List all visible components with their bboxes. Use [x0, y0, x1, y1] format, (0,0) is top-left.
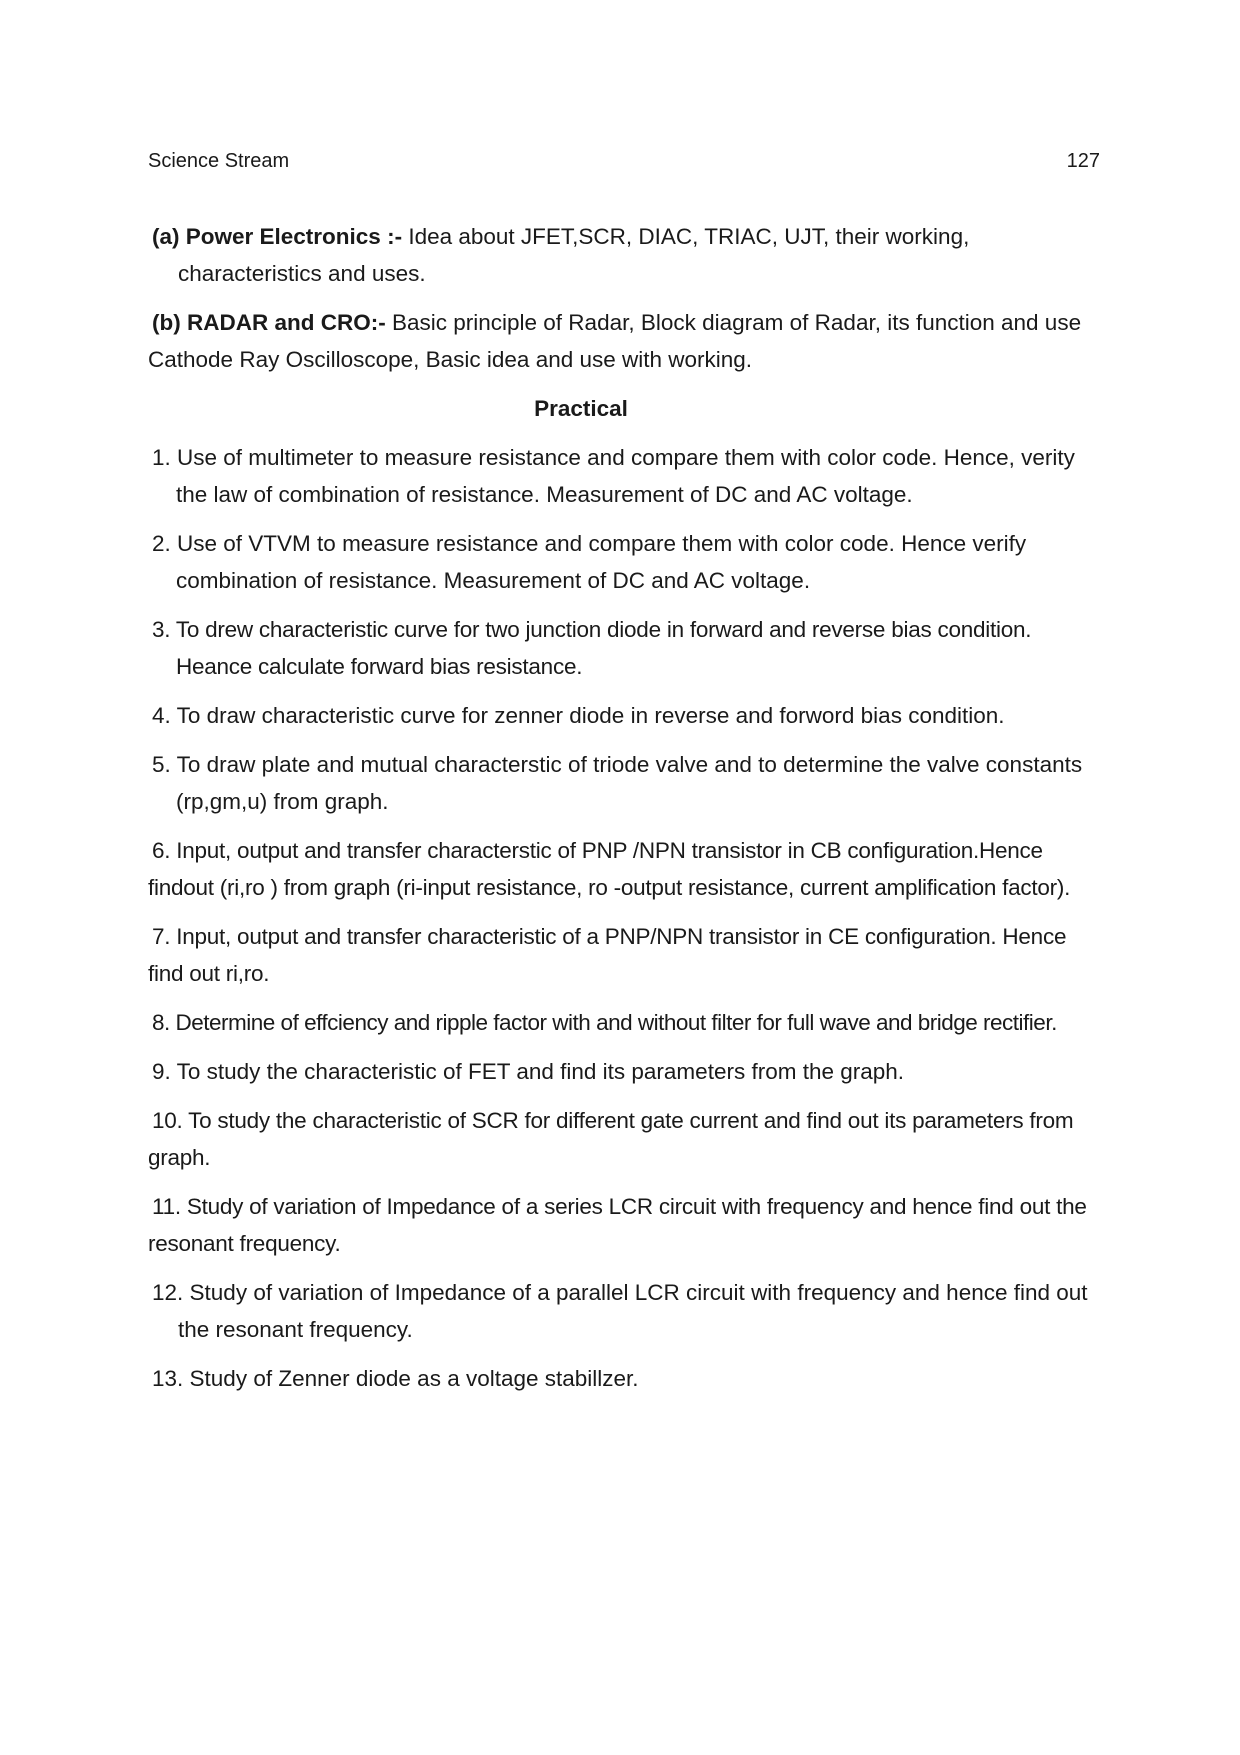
section-b — [148, 304, 1100, 378]
page-content — [148, 218, 1100, 1409]
page-number: 127 — [1066, 150, 1100, 172]
practical-item-1: 1. Use of multimeter to measure resistance and compare them with color code. Hence, verity the law of combination of resistance. Measurement of DC and AC voltage. — [152, 445, 1075, 507]
section-a-heading: (a) Power Electronics :- — [152, 224, 403, 249]
practical-item-11: 11. Study of variation of Impedance of a series LCR circuit with frequency and hence find out the resonant frequency. — [148, 1194, 1087, 1256]
practical-item-13: 13. Study of Zenner diode as a voltage stabillzer. — [152, 1366, 639, 1391]
practical-item-12: 12. Study of variation of Impedance of a parallel LCR circuit with frequency and hence find out the resonant frequency. — [152, 1280, 1088, 1342]
page-header — [148, 150, 1100, 173]
section-a — [148, 218, 1100, 292]
practical-item-5: 5. To draw plate and mutual characterstic of triode valve and to determine the valve constants (rp,gm,u) from graph. — [152, 752, 1083, 814]
practical-item-7: 7. Input, output and transfer characteristic of a PNP/NPN transistor in CE configuration. Hence find out ri,ro. — [148, 924, 1067, 986]
practical-item-3: 3. To drew characteristic curve for two junction diode in forward and reverse bias condition. Heance calculate forward bias resistance. — [152, 617, 1032, 679]
practical-item-9: 9. To study the characteristic of FET and find its parameters from the graph. — [152, 1059, 905, 1084]
practical-item-8: 8. Determine of effciency and ripple factor with and without filter for full wave and bridge rectifier. — [152, 1010, 1057, 1035]
practical-item-6: 6. Input, output and transfer characterstic of PNP /NPN transistor in CB configuration.Hence findout (ri,ro ) from graph (ri-input resistance, ro -output resistance, current amplification factor). — [148, 838, 1071, 900]
practical-item-2: 2. Use of VTVM to measure resistance and compare them with color code. Hence verify combination of resistance. Measurement of DC and AC voltage. — [152, 531, 1027, 593]
practical-item-4: 4. To draw characteristic curve for zenner diode in reverse and forword bias condition. — [152, 703, 1005, 728]
stream-label: Science Stream — [148, 150, 290, 172]
practical-item-10: 10. To study the characteristic of SCR for different gate current and find out its parameters from graph. — [148, 1108, 1074, 1170]
practical-heading: Practical — [534, 396, 628, 421]
section-b-text: Basic principle of Radar, Block diagram of Radar, its function and use Cathode Ray Oscilloscope, Basic idea and use with working. — [148, 310, 1082, 372]
section-b-heading: (b) RADAR and CRO:- — [152, 310, 386, 335]
section-a-text: Idea about JFET,SCR, DIAC, TRIAC, UJT, their working, characteristics and uses. — [178, 224, 970, 286]
